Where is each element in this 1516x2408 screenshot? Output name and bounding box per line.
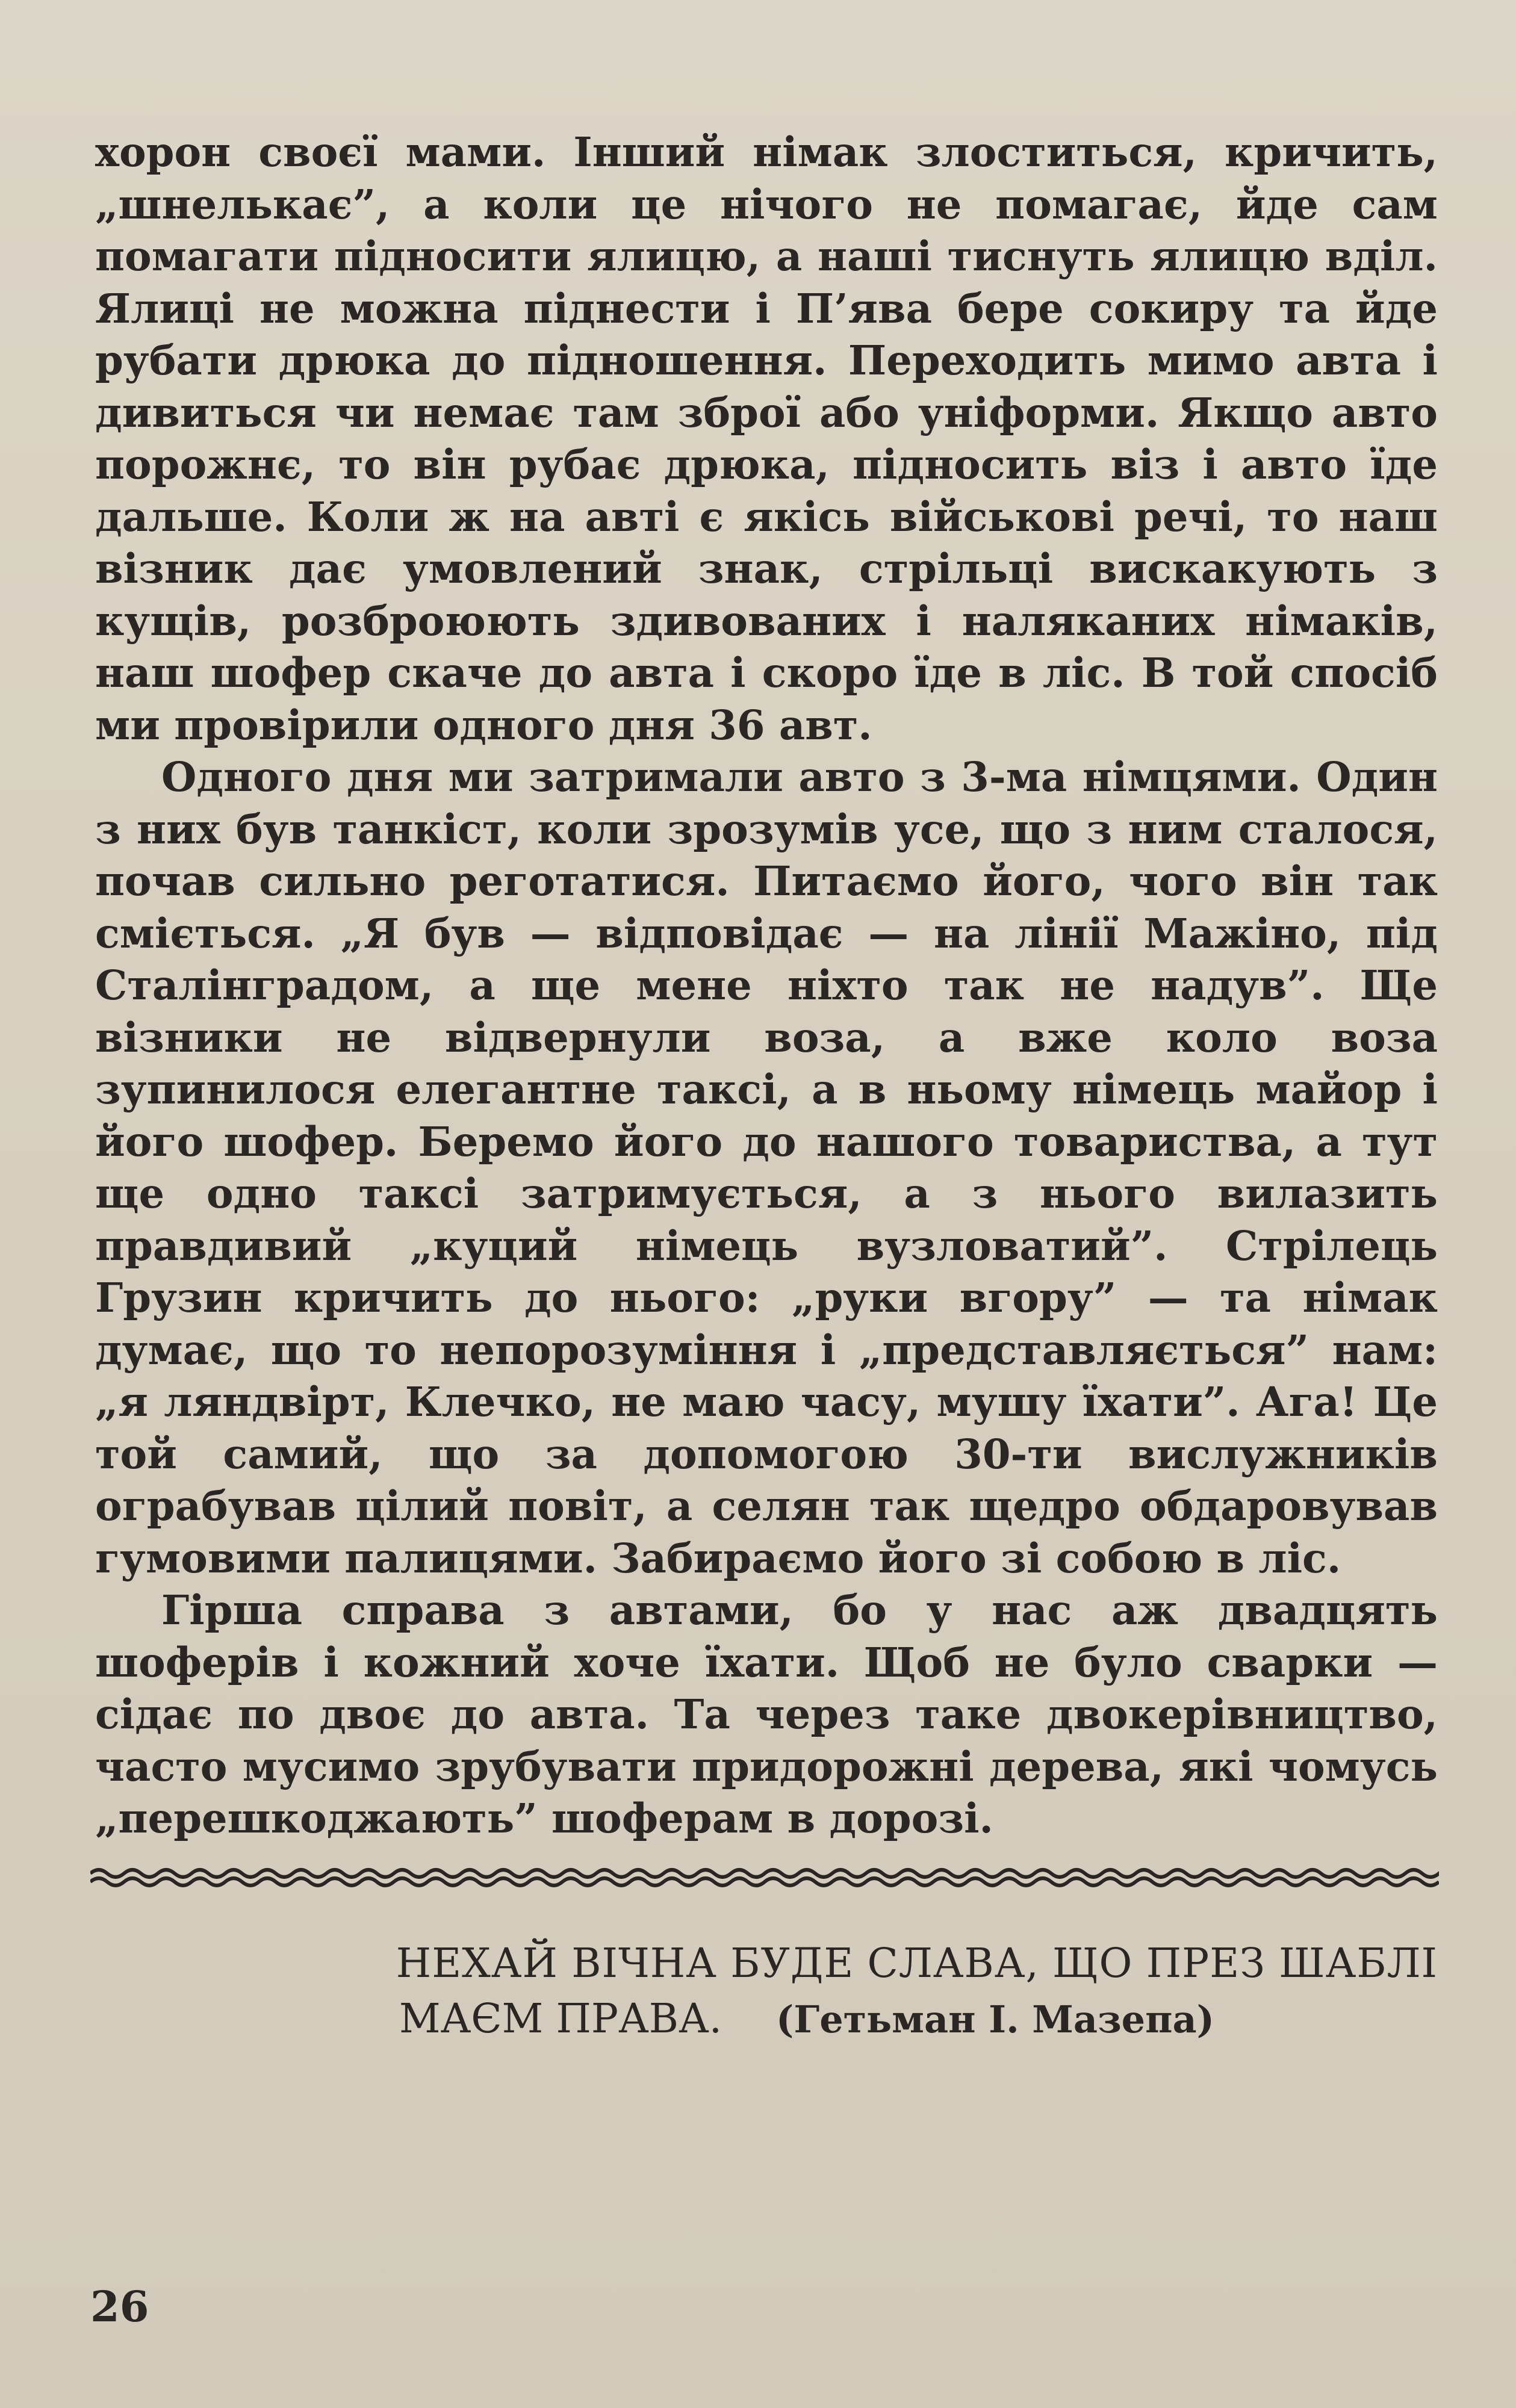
slogan xyxy=(95,1935,1438,2047)
wavy-divider-line-top xyxy=(90,1870,1439,1877)
wavy-divider xyxy=(90,1865,1439,1889)
slogan-line-2 xyxy=(95,1991,1438,2047)
paragraph-3: Гірша справа з автами, бо у нас аж двадцять шоферів і кожний хоче їхати. Щоб не було сварки — сідає по двоє до авта. Та через таке двокерівництво, часто мусимо зрубувати придорожні дерева, які чомусь „перешкоджають” шоферам в дорозі. xyxy=(95,1586,1438,1842)
wavy-divider-line-bottom xyxy=(90,1878,1439,1885)
paragraph-2: Одного дня ми затримали авто з 3-ма німцями. Один з них був танкіст, коли зрозумів усе, що з ним сталося, почав сильно реготатися. Питаємо його, чого він так сміється. „Я був — відповідає — на лінії Мажіно, під Сталінградом, а ще мене ніхто так не надув”. Ще візники не відвернули воза, а вже коло воза зупинилося елегантне таксі, а в ньому німець майор і його шофер. Беремо його до нашого товариства, а тут ще одно таксі затримується, а з нього вилазить правдивий „куций німець вузловатий”. Стрілець Грузин кричить до нього: „руки вгору” — та німак думає, що то непорозуміння і „представляється” нам: „я ляндвірт, Клечко, не маю часу, мушу їхати”. Ага! Це той самий, що за допомогою 30-ти вислужників ограбував цілий повіт, а селян так щедро обдаровував гумовими палицями. Забираємо його зі собою в ліс. xyxy=(95,753,1438,1582)
slogan-attribution: (Гетьман І. Мазепа) xyxy=(776,1997,1215,2041)
slogan-line-2-text: МАЄМ ПРАВА. xyxy=(399,1995,722,2042)
page-number: 26 xyxy=(90,2282,149,2332)
main-text xyxy=(95,126,1438,1845)
paragraph-1: хорон своєї мами. Інший німак злоститься, кричить, „шнелькає”, а коли це нічого не помагає, йде сам помагати підносити ялицю, а наші тиснуть ялицю вділ. Ялиці не можна піднести і П’ява бере сокиру та йде рубати дрюка до піднoшення. Переходить мимо авта і дивиться чи немає там зброї або уніформи. Якщо авто порожнє, то він рубає дрюка, підносить віз і авто їде дальше. Коли ж на авті є якісь військові речі, то наш візник дає умовлений знак, стрільці вискакують з кущів, розброюють здивованих і наляканих німаків, наш шофер скаче до авта і скоро їде в ліс. В той спосіб ми провірили одного дня 36 авт. xyxy=(95,128,1438,749)
slogan-line-1: НЕХАЙ ВІЧНА БУДЕ СЛАВА, ЩО ПРЕЗ ШАБЛІ xyxy=(396,1940,1438,1987)
